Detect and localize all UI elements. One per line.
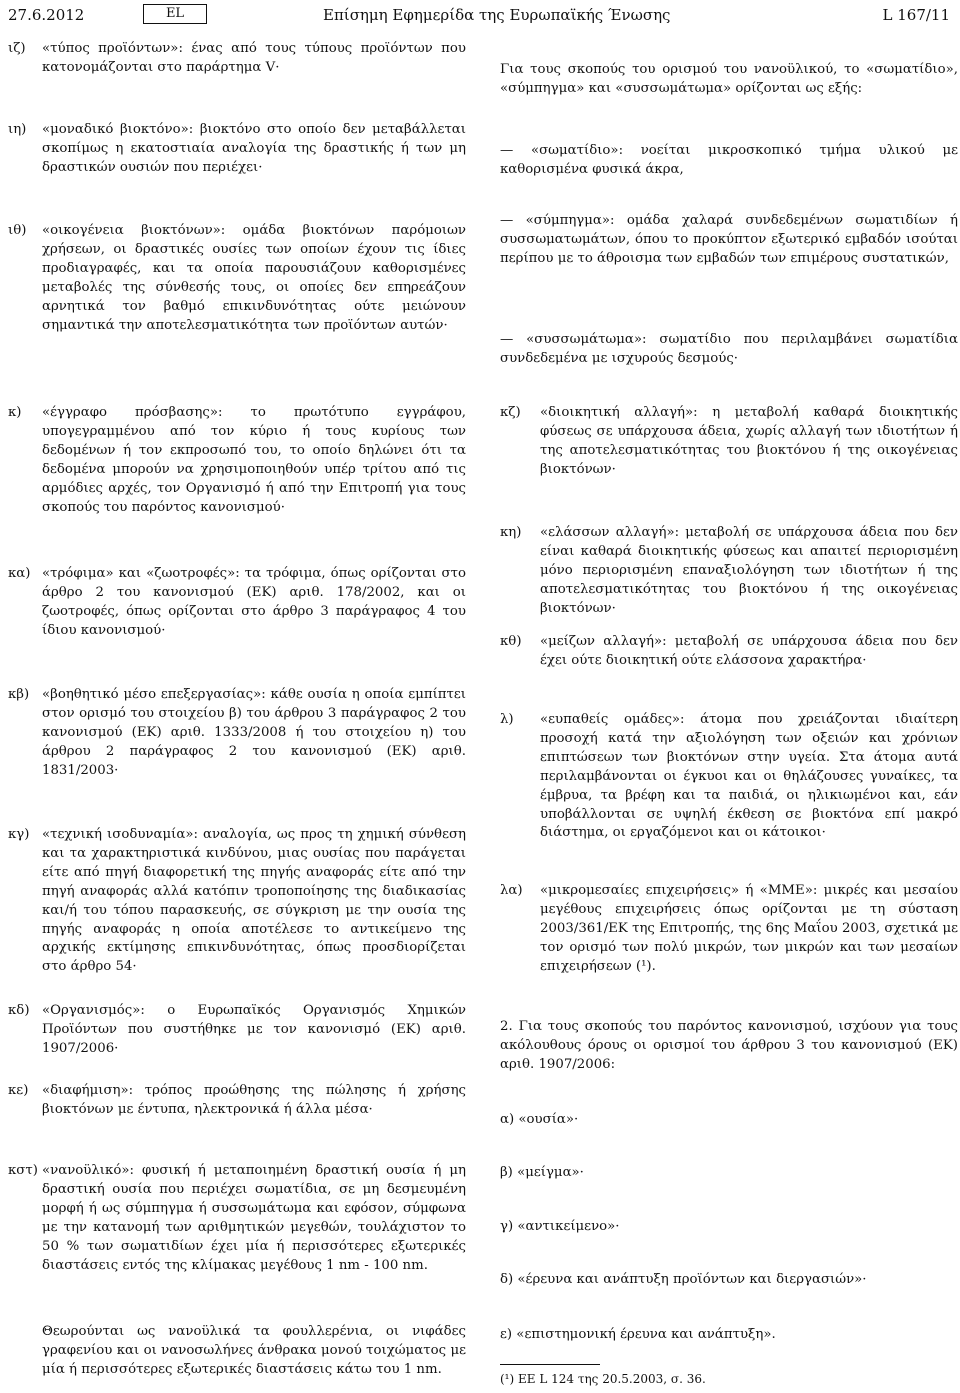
intro-paragraph: Για τους σκοπούς του ορισμού του νανοϋλικού, το «σωματίδιο», «σύμπηγμα» και «συσσωμάτωμα» ορίζονται ως εξής: [500,62,958,96]
item-label: ιθ) [8,223,27,238]
definition-item [8,826,466,977]
definition-item [500,882,958,977]
item-label: κε) [8,1083,29,1098]
page-header [8,4,956,28]
item-text: «διαφήμιση»: τρόπος προώθησης της πώλησης ή χρήσης βιοκτόνων με έντυπα, ηλεκτρονικά ή άλλα μέσα· [42,1083,466,1117]
header-language-box: EL [143,4,207,24]
header-date: 27.6.2012 [8,6,85,24]
item-text: «τεχνική ισοδυναμία»: αναλογία, ως προς τη χημική σύνθεση και τα χαρακτηριστικά κινδύνου, μιας ουσίας που παράγεται είτε από πηγή διαφορετική της πηγής αναφοράς είτε από την πηγή αναφοράς αλλά κατόπιν τροποποίησης της διαδικασίας και/ή του τόπου παρασκευής, σε σύγκριση με την ουσία της πηγής αναφοράς η οποία αποτέλεσε το αντικείμενο της αρχικής εκτίμησης επικινδυνότητας, όπως προσδιορίζεται στο άρθρο 54· [42,827,466,975]
closing-text: Θεωρούνται ως νανοϋλικά τα φουλλερένια, οι νιφάδες γραφενίου και οι νανοσωλήνες άνθρακα μονού τοιχώματος με μία ή περισσότερες εξωτερικές διαστάσεις κάτω του 1 nm. [42,1324,466,1377]
definition-item [500,633,958,671]
item-label: κβ) [8,687,30,702]
item-label: κζ) [500,405,521,420]
item-label: κη) [500,525,522,540]
item-label: ιζ) [8,41,26,56]
definition-item [8,1162,466,1275]
definition-item [8,222,466,335]
definition-item [8,1082,466,1120]
item-text: «τύπος προϊόντων»: ένας από τους τύπους προϊόντων που κατονομάζονται στο παράρτημα V· [42,41,466,75]
dash-item: — «σωματίδιο»: νοείται μικροσκοπικό τμήμα υλικού με καθορισμένα φυσικά άκρα, [500,143,958,177]
item-label: κγ) [8,827,30,842]
item-text: «μοναδικό βιοκτόνο»: βιοκτόνο στο οποίο δεν μεταβάλλεται σκοπίμως η εκατοστιαία αναλογία της δραστικής ή των μη δραστικών ουσιών που περιέχει· [42,122,466,175]
definition-item [500,404,958,480]
definition-item [8,686,466,781]
definition-item [8,40,466,78]
term-item: γ) «αντικείμενο»· [500,1219,620,1234]
item-text: «διοικητική αλλαγή»: η μεταβολή καθαρά διοικητικής φύσεως σε υπάρχουσα άδεια, χωρίς αλλαγή των ιδιοτήτων ή της αποτελεσματικότητας του βιοκτόνου ή της οικογένειας βιοκτόνων· [540,405,958,477]
item-text: «ελάσσων αλλαγή»: μεταβολή σε υπάρχουσα άδεια που δεν είναι καθαρά διοικητικής φύσεως και απαιτεί περιορισμένη μόνο περιορισμένη επαναξιολόγηση των ιδιοτήτων ή της αποτελεσματικότητας του βιοκτόνου ή της οικογένειας βιοκτόνων· [540,525,958,616]
paragraph-2: 2. Για τους σκοπούς του παρόντος κανονισμού, ισχύουν για τους ακόλουθους όρους οι ορισμοί του άρθρου 3 του κανονισμού (ΕΚ) αριθ. 1907/2006: [500,1019,958,1072]
term-item: δ) «έρευνα και ανάπτυξη προϊόντων και διεργασιών»· [500,1272,867,1287]
item-text: «μείζων αλλαγή»: μεταβολή σε υπάρχουσα άδεια που δεν έχει ούτε διοικητική ούτε ελάσσονα χαρακτήρα· [540,634,958,668]
term-item: β) «μείγμα»· [500,1165,584,1180]
item-label: κθ) [500,634,522,649]
dash-item: — «συσσωμάτωμα»: σωματίδιο που περιλαμβάνει σωματίδια συνδεδεμένα με ισχυρούς δεσμούς· [500,332,958,366]
definition-item [8,565,466,641]
definition-item [500,711,958,843]
closing-paragraph [8,1323,466,1380]
journal-title: Επίσημη Εφημερίδα της Ευρωπαϊκής Ένωσης [323,6,671,24]
item-text: «νανοϋλικό»: φυσική ή μεταποιημένη δραστική ουσία ή μη δραστική ουσία που περιέχει σωματίδια, σε μη δεσμευμένη μορφή ή ως σύμπηγμα ή συσσωμάτωμα και εφόσον, σύμφωνα με την κατανομή των αριθμητικών μεγεθών, τουλάχιστον το 50 % των σωματιδίων έχει μία ή περισσότερες εξωτερικές διαστάσεις εντός της κλίμακας μεγέθους 1 nm - 100 nm. [42,1163,466,1273]
item-label: κδ) [8,1003,30,1018]
item-text: «τρόφιμα» και «ζωοτροφές»: τα τρόφιμα, όπως ορίζονται στο άρθρο 2 του κανονισμού (ΕΚ) αριθ. 178/2002, και οι ζωοτροφές, όπως ορίζονται στο άρθρο 3 παράγραφος 4 του ίδιου κανονισμού· [42,566,466,638]
item-label: ιη) [8,122,27,137]
item-label: κ) [8,405,22,420]
term-item: ε) «επιστημονική έρευνα και ανάπτυξη». [500,1327,776,1342]
item-label: λ) [500,712,514,727]
term-item: α) «ουσία»· [500,1112,579,1127]
dash-item: — «σύμπηγμα»: ομάδα χαλαρά συνδεδεμένων σωματιδίων ή συσσωματωμάτων, όπου το προκύπτον εξωτερικό εμβαδόν ισούται περίπου με το άθροισμα των εμβαδών των επιμέρους συστατικών, [500,213,958,266]
definition-item [8,1002,466,1059]
item-text: «έγγραφο πρόσβασης»: το πρωτότυπο εγγράφου, υπογεγραμμένου από τον κύριο ή τους κυρίους των δεδομένων ή τον εκπροσωπό του, το οποίο δηλώνει ότι τα δεδομένα μπορούν να χρησιμοποιηθούν υπέρ τρίτου από τις αρμόδιες αρχές, τον Οργανισμό ή από την Επιτροπή για τους σκοπούς του παρόντος κανονισμού· [42,405,466,515]
footnote: (¹) ΕΕ L 124 της 20.5.2003, σ. 36. [500,1372,706,1386]
item-label: κστ) [8,1163,38,1178]
item-text: «οικογένεια βιοκτόνων»: ομάδα βιοκτόνων παρόμοιων χρήσεων, οι δραστικές ουσίες των οποίων έχουν τις ίδιες προδιαγραφές, και τα οποία παρουσιάζουν καθορισμένες μεταβολές της σύνθεσής τους, οι οποίες δεν επηρεάζουν αρνητικά τον βαθμό επικινδυνότητας ούτε μειώνουν σημαντικά την αποτελεσματικότητα των προϊόντων αυτών· [42,223,466,333]
item-text: «Οργανισμός»: ο Ευρωπαϊκός Οργανισμός Χημικών Προϊόντων που συστήθηκε με τον κανονισμό (ΕΚ) αριθ. 1907/2006· [42,1003,466,1056]
definition-item [8,121,466,178]
definition-item [8,404,466,517]
item-text: «βοηθητικό μέσο επεξεργασίας»: κάθε ουσία η οποία εμπίπτει στον ορισμό του στοιχείου β) του άρθρου 3 παράγραφος 2 του κανονισμού (ΕΚ) αριθ. 1333/2008 ή του στοιχείου η) του άρθρου 2 παράγραφος 2 του κανονισμού (ΕΚ) αριθ. 1831/2003· [42,687,466,778]
definition-item [500,524,958,619]
header-page-ref: L 167/11 [882,6,950,24]
item-label: λα) [500,883,523,898]
item-label: κα) [8,566,31,581]
item-text: «μικρομεσαίες επιχειρήσεις» ή «ΜΜΕ»: μικρές και μεσαίου μεγέθους επιχειρήσεις όπως ορίζονται με τη σύσταση 2003/361/ΕΚ της Επιτροπής, της 6ης Μαΐου 2003, σχετικά με τον ορισμό των πολύ μικρών, των μικρών και των μεσαίων επιχειρήσεων (¹). [540,883,958,974]
item-text: «ευπαθείς ομάδες»: άτομα που χρειάζονται ιδιαίτερη προσοχή κατά την αξιολόγηση των οξειών και χρόνιων επιπτώσεων των βιοκτόνων στην υγεία. Στα άτομα αυτά περιλαμβάνονται οι έγκυοι και οι θηλάζουσες γυναίκες, τα έμβρυα, τα βρέφη και τα παιδιά, οι ηλικιωμένοι και, εάν υποβάλλονται σε υψηλή έκθεση σε βιοκτόνα επί μακρό διάστημα, οι εργαζόμενοι και οι κάτοικοι· [540,712,958,841]
footnote-rule [500,1364,600,1365]
